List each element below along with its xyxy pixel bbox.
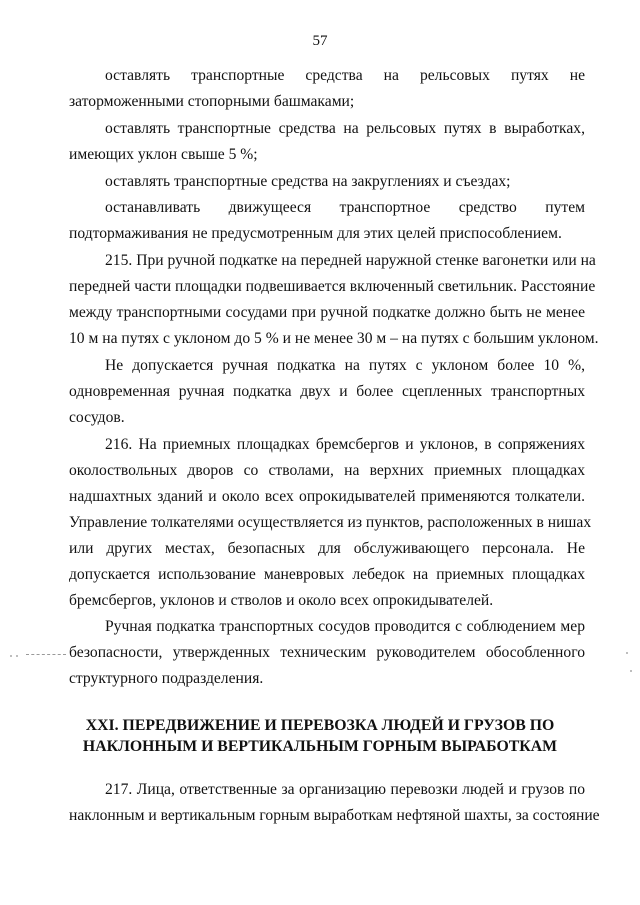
text-line: между транспортными сосудами при ручной подкатке должно быть не менее bbox=[69, 304, 585, 321]
text-line: останавливать движущееся транспортное средство путем bbox=[105, 199, 585, 216]
scan-artifact-dot bbox=[626, 652, 628, 654]
text-line: сосудов. bbox=[69, 409, 125, 426]
text-line: или других местах, безопасных для обслуживающего персонала. Не bbox=[69, 540, 585, 557]
scan-artifact-line bbox=[26, 654, 66, 655]
text-line: подтормаживания не предусмотренным для этих целей приспособлением. bbox=[69, 225, 562, 242]
scan-artifact-dot bbox=[10, 655, 12, 657]
text-line: 10 м на путях с уклоном до 5 % и не менее 30 м – на путях с большим уклоном. bbox=[69, 330, 599, 347]
text-line: Управление толкателями осуществляется из пунктов, расположенных в нишах bbox=[69, 514, 592, 531]
text-line: бремсбергов, уклонов и стволов и около всех опрокидывателей. bbox=[69, 592, 494, 609]
text-line: Не допускается ручная подкатка на путях с уклоном более 10 %, bbox=[105, 357, 585, 374]
text-line: структурного подразделения. bbox=[69, 670, 264, 687]
text-line: безопасности, утвержденных техническим руководителем обособленного bbox=[69, 644, 585, 661]
page-number: 57 bbox=[312, 33, 328, 49]
text-line: 217. Лица, ответственные за организацию перевозки людей и грузов по bbox=[105, 781, 585, 798]
section-heading: XXI. ПЕРЕДВИЖЕНИЕ И ПЕРЕВОЗКА ЛЮДЕЙ И ГРУЗОВ ПО bbox=[85, 717, 555, 734]
text-line: наклонным и вертикальным горным выработкам нефтяной шахты, за состояние bbox=[69, 807, 600, 824]
text-line: 216. На приемных площадках бремсбергов и уклонов, в сопряжениях bbox=[105, 436, 585, 453]
section-heading: НАКЛОННЫМ И ВЕРТИКАЛЬНЫМ ГОРНЫМ ВЫРАБОТКАМ bbox=[82, 738, 558, 755]
text-line: одновременная ручная подкатка двух и более сцепленных транспортных bbox=[69, 383, 585, 400]
scan-artifact-dot bbox=[16, 655, 18, 657]
text-line: околоствольных дворов со стволами, на верхних приемных площадках bbox=[69, 462, 585, 479]
text-line: передней части площадки подвешивается включенный светильник. Расстояние bbox=[69, 278, 596, 295]
text-line: заторможенными стопорными башмаками; bbox=[69, 93, 355, 110]
text-line: оставлять транспортные средства на рельсовых путях не bbox=[105, 67, 585, 84]
text-line: допускается использование маневровых лебедок на приемных площадках bbox=[69, 566, 585, 583]
text-line: оставлять транспортные средства на закруглениях и съездах; bbox=[105, 173, 511, 190]
text-line: надшахтных зданий и около всех опрокидывателей применяются толкатели. bbox=[69, 488, 585, 505]
text-line: Ручная подкатка транспортных сосудов проводится с соблюдением мер bbox=[105, 618, 585, 635]
text-line: 215. При ручной подкатке на передней наружной стенке вагонетки или на bbox=[105, 252, 596, 269]
text-line: оставлять транспортные средства на рельсовых путях в выработках, bbox=[105, 120, 585, 137]
text-line: имеющих уклон свыше 5 %; bbox=[69, 146, 258, 163]
scan-artifact-dot bbox=[630, 670, 632, 672]
